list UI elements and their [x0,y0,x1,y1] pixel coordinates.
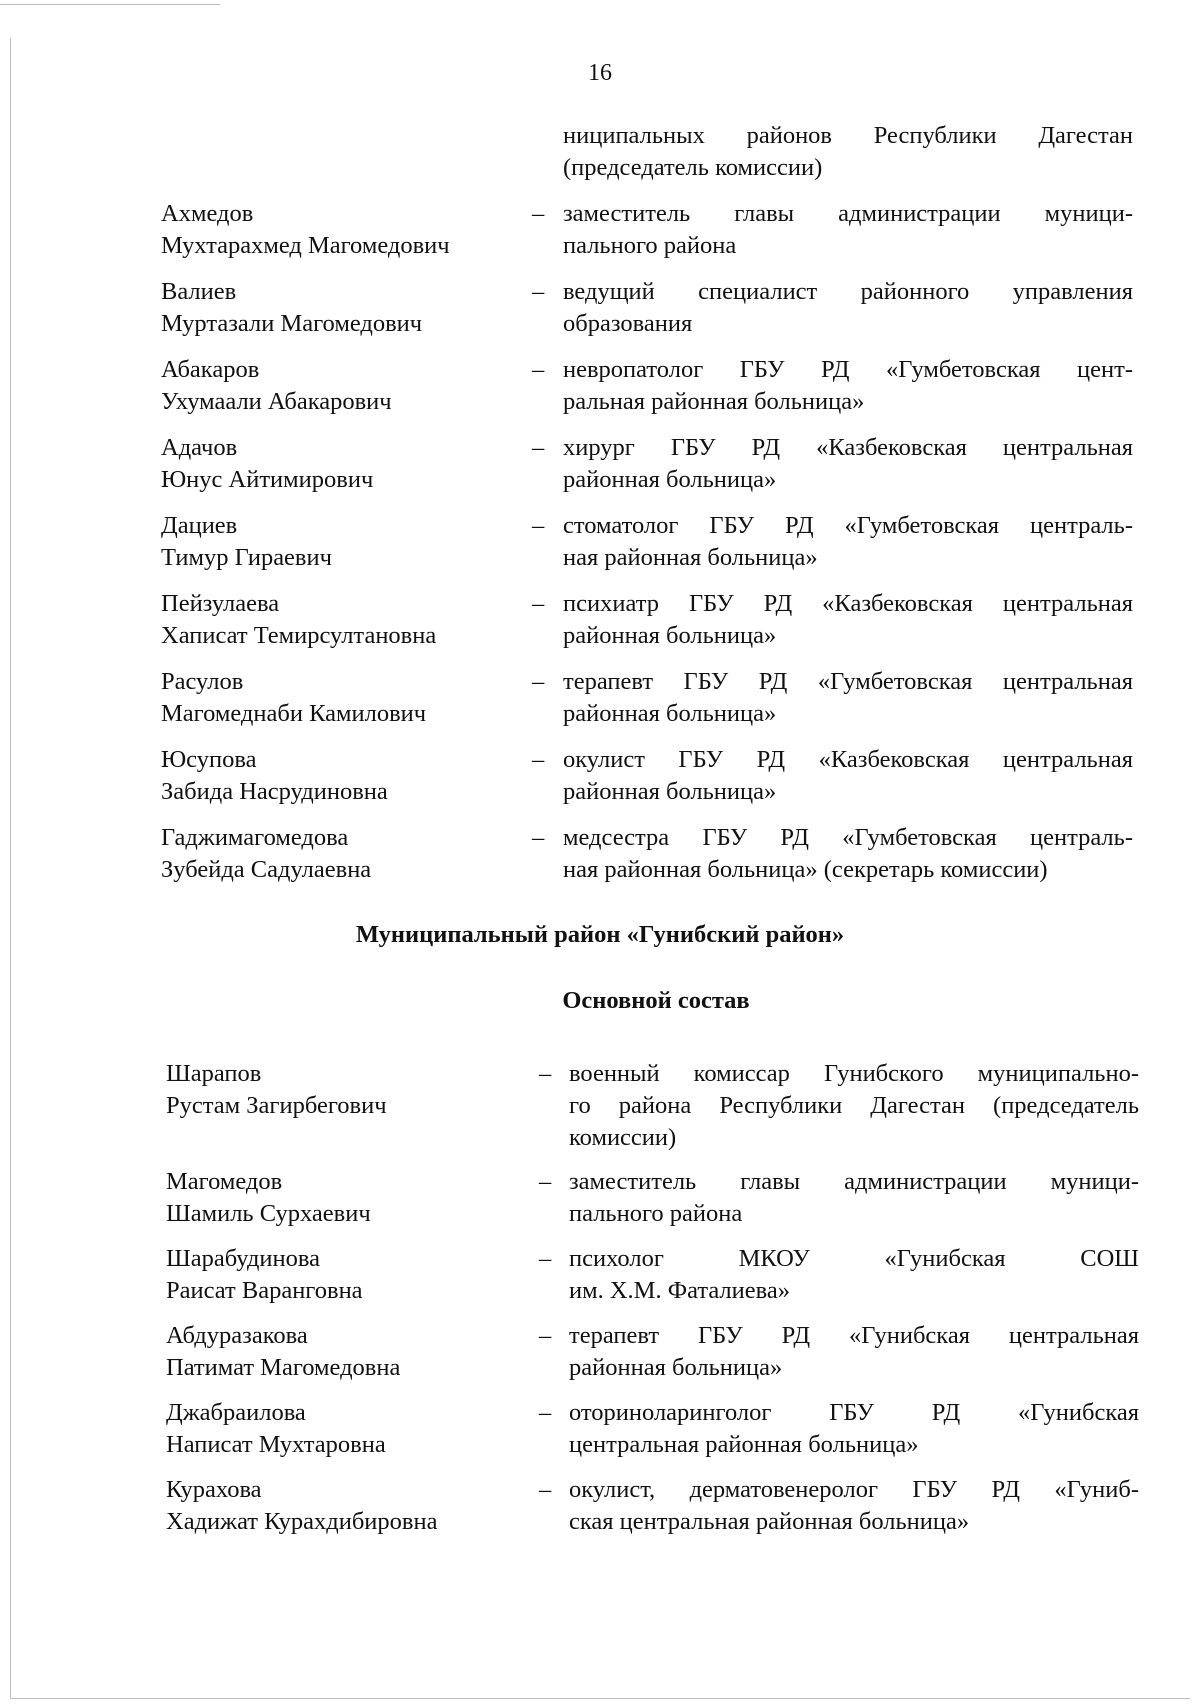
position-line: медсестра ГБУ РД «Гумбетовская централь- [563,824,1133,851]
member-position [563,510,1133,574]
position-line: невропатолог ГБУ РД «Гумбетовская цент- [563,356,1133,383]
member-surname: Абакаров [161,356,260,383]
dash: – [532,356,545,383]
member-position [569,1397,1139,1461]
member-given-name: Шамиль Сурхаевич [166,1200,371,1227]
position-line: стоматолог ГБУ РД «Гумбетовская централь- [563,512,1133,539]
dash: – [539,1168,552,1195]
member-given-name: Написат Мухтаровна [166,1431,386,1458]
position-line: терапевт ГБУ РД «Гунибская центральная [569,1322,1139,1349]
member-given-name: Хаписат Темирсултановна [161,622,437,649]
position-line: ская центральная районная больница» [569,1508,970,1535]
member-surname: Пейзулаева [161,590,280,617]
member-given-name: Забида Насрудиновна [161,778,388,805]
position-line: военный комиссар Гунибского муниципально- [569,1060,1139,1087]
dash: – [532,512,545,539]
member-given-name: Хадижат Курахдибировна [166,1508,438,1535]
position-line: окулист ГБУ РД «Казбековская центральная [563,746,1133,773]
dash: – [539,1399,552,1426]
position-line: психиатр ГБУ РД «Казбековская центральная [563,590,1133,617]
dash: – [532,200,545,227]
member-name [161,432,373,496]
position-line: ная районная больница» (секретарь комиссии) [563,856,1048,883]
member-name [166,1320,400,1384]
dash: – [539,1245,552,1272]
scan-edge-left [10,38,11,1698]
intro-text [563,120,1133,184]
scan-edge-bottom [10,1698,1190,1699]
position-line: пального района [569,1200,743,1227]
intro-line: ниципальных районов Республики Дагестан [563,122,1133,149]
member-name [161,666,426,730]
dash: – [539,1476,552,1503]
member-given-name: Зубейда Садулаевна [161,856,372,883]
member-surname: Валиев [161,278,237,305]
position-line: образования [563,310,693,337]
position-line: ральная районная больница» [563,388,865,415]
member-given-name: Ухумаали Абакарович [161,388,392,415]
member-position [569,1166,1139,1230]
member-surname: Шарабудинова [166,1245,321,1272]
member-name [161,588,436,652]
position-line: комиссии) [569,1124,677,1151]
position-line: психолог МКОУ «Гунибская СОШ [569,1245,1139,1272]
member-name [161,276,422,340]
position-line: го района Республики Дагестан (председатель [569,1092,1139,1119]
position-line: терапевт ГБУ РД «Гумбетовская центральная [563,668,1133,695]
member-position [569,1243,1139,1307]
dash: – [539,1322,552,1349]
member-surname: Гаджимагомедова [161,824,349,851]
member-position [569,1474,1139,1538]
member-name [166,1474,437,1538]
position-line: заместитель главы администрации муници- [563,200,1133,227]
dash: – [532,824,545,851]
position-line: районная больница» [563,622,777,649]
position-line: оториноларинголог ГБУ РД «Гунибская [569,1399,1139,1426]
member-position [569,1320,1139,1384]
member-position [563,822,1133,886]
member-surname: Магомедов [166,1168,283,1195]
member-given-name: Муртазали Магомедович [161,310,423,337]
member-surname: Адачов [161,434,238,461]
position-line: пального района [563,232,737,259]
position-line: окулист, дерматовенеролог ГБУ РД «Гуниб- [569,1476,1139,1503]
member-position [563,198,1133,262]
member-position [563,276,1133,340]
dash: – [532,278,545,305]
position-line: центральная районная больница» [569,1431,919,1458]
member-given-name: Юнус Айтимирович [161,466,374,493]
member-name [161,822,371,886]
member-given-name: Патимат Магомедовна [166,1354,401,1381]
member-given-name: Тимур Гираевич [161,544,332,571]
position-line: районная больница» [563,466,777,493]
member-position [569,1058,1139,1154]
member-surname: Абдуразакова [166,1322,308,1349]
dash: – [532,590,545,617]
member-position [563,744,1133,808]
page-number: 16 [588,60,612,86]
member-name [166,1243,363,1307]
position-line: районная больница» [569,1354,783,1381]
section-heading: Муниципальный район «Гунибский район» [355,921,845,948]
member-name [166,1058,387,1122]
member-surname: Расулов [161,668,244,695]
position-line: ведущий специалист районного управления [563,278,1133,305]
member-name [161,198,450,262]
member-position [563,588,1133,652]
member-given-name: Магомеднаби Камилович [161,700,427,727]
dash: – [532,434,545,461]
member-name [161,510,332,574]
position-line: хирург ГБУ РД «Казбековская центральная [563,434,1133,461]
member-name [166,1166,371,1230]
position-line: им. Х.М. Фаталиева» [569,1277,790,1304]
member-surname: Шарапов [166,1060,262,1087]
member-given-name: Раисат Варанговна [166,1277,363,1304]
member-surname: Курахова [166,1476,262,1503]
member-name [161,354,392,418]
member-surname: Джабраилова [166,1399,306,1426]
member-given-name: Рустам Загирбегович [166,1092,387,1119]
member-surname: Юсупова [161,746,257,773]
intro-line: (председатель комиссии) [563,154,823,181]
scan-edge-top [0,4,220,5]
position-line: ная районная больница» [563,544,818,571]
dash: – [532,746,545,773]
member-position [563,354,1133,418]
member-position [563,666,1133,730]
member-given-name: Мухтарахмед Магомедович [161,232,450,259]
member-position [563,432,1133,496]
subsection-heading: Основной состав [562,987,750,1014]
member-name [166,1397,386,1461]
position-line: районная больница» [563,778,777,805]
member-name [161,744,388,808]
position-line: заместитель главы администрации муници- [569,1168,1139,1195]
dash: – [532,668,545,695]
member-surname: Дациев [161,512,238,539]
member-surname: Ахмедов [161,200,254,227]
position-line: районная больница» [563,700,777,727]
dash: – [539,1060,552,1087]
